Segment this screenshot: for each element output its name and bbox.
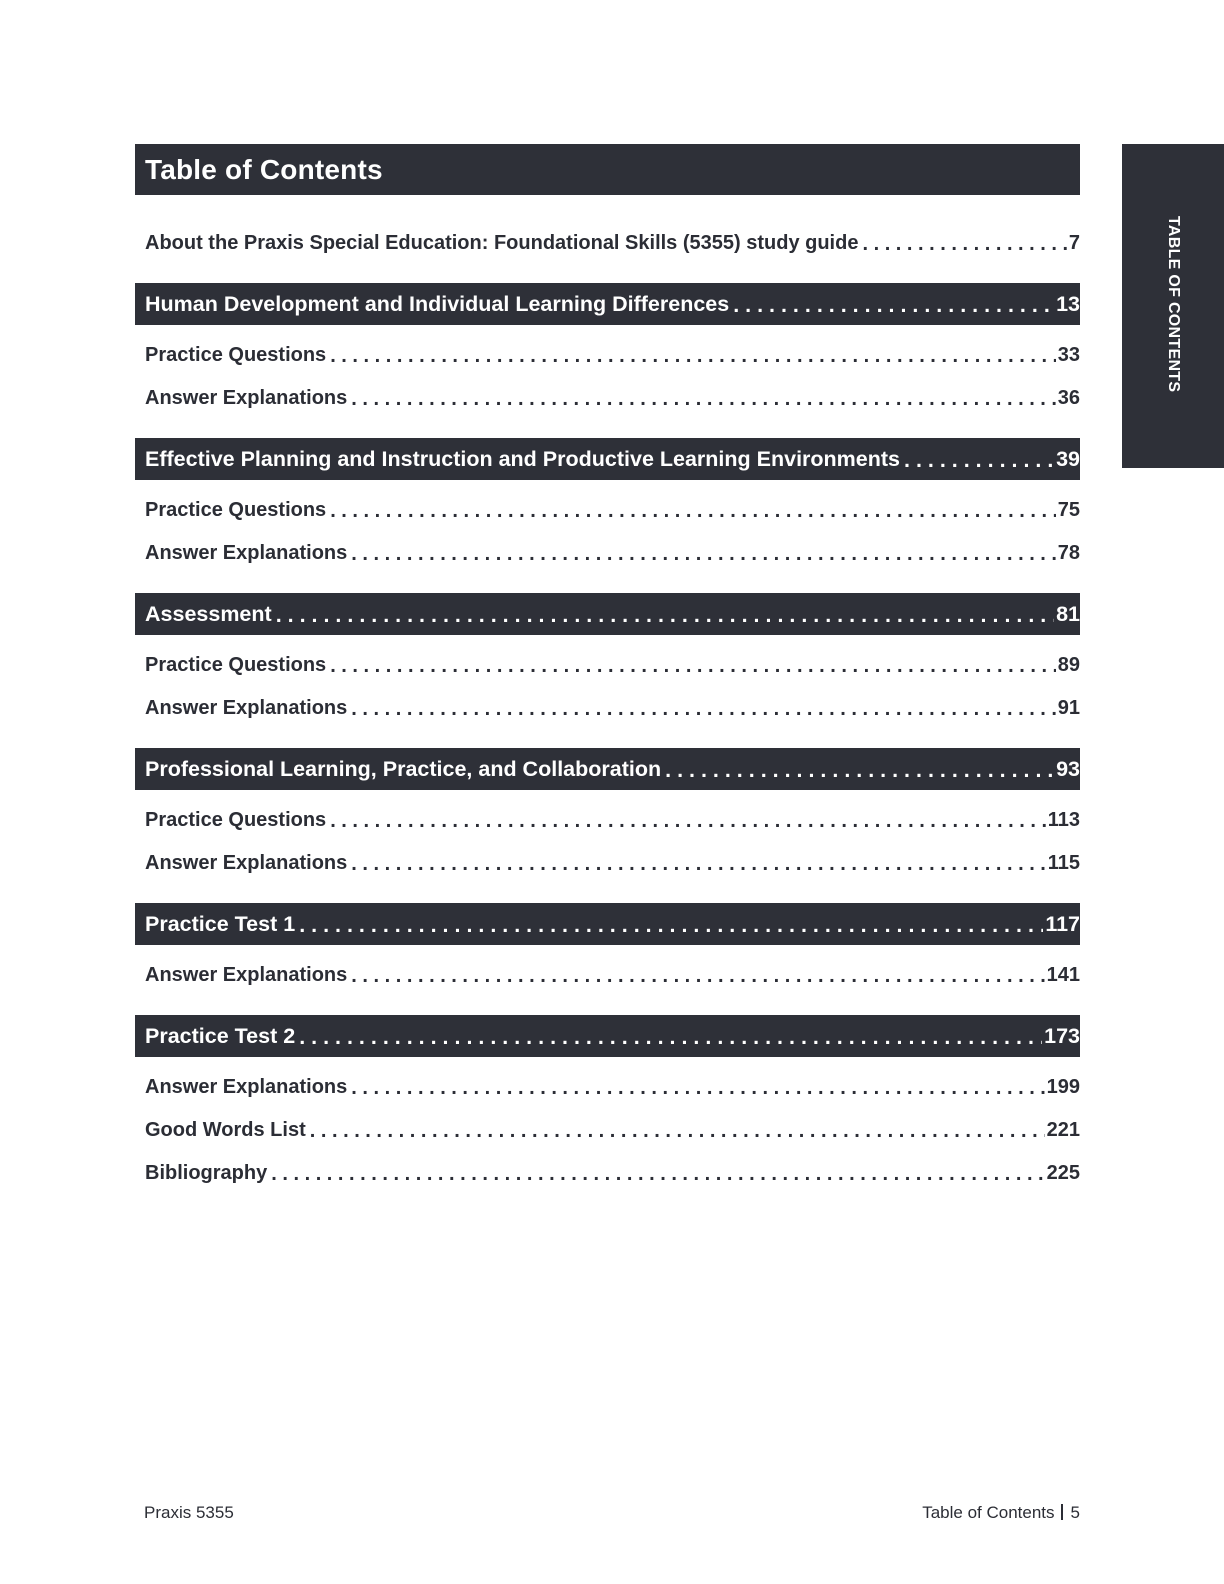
toc-entry-page: 113 xyxy=(1047,808,1080,831)
toc-entry-page: 78 xyxy=(1057,541,1080,564)
toc-entry-page: 91 xyxy=(1057,696,1080,719)
toc-leader-dots xyxy=(351,388,1055,411)
footer-section-label: Table of Contents xyxy=(922,1503,1055,1522)
toc-entry-bibliography[interactable] xyxy=(135,1152,1080,1194)
toc-section-professional-learning[interactable] xyxy=(135,748,1080,790)
toc-leader-dots xyxy=(271,1163,1044,1186)
toc-entry-answer-explanations[interactable] xyxy=(135,687,1080,729)
toc-leader-dots xyxy=(330,345,1056,368)
toc-leader-dots xyxy=(351,853,1045,876)
toc-entry-practice-questions[interactable] xyxy=(135,334,1080,376)
toc-leader-dots xyxy=(665,758,1054,783)
toc-leader-dots xyxy=(904,448,1054,473)
toc-section-practice-test-1[interactable] xyxy=(135,903,1080,945)
toc-leader-dots xyxy=(351,543,1055,566)
toc-entry-label: Answer Explanations xyxy=(145,851,348,874)
side-tab xyxy=(1122,144,1224,468)
toc-section-label: Practice Test 1 xyxy=(145,911,296,936)
toc-section-assessment[interactable] xyxy=(135,593,1080,635)
toc-entry-page: 115 xyxy=(1047,851,1080,874)
toc-leader-dots xyxy=(351,1077,1044,1100)
toc-section-human-development[interactable] xyxy=(135,283,1080,325)
page-title: Table of Contents xyxy=(145,153,383,185)
toc-leader-dots xyxy=(299,1025,1042,1050)
toc-section-page: 117 xyxy=(1045,911,1080,936)
toc-entry-label: Answer Explanations xyxy=(145,541,348,564)
toc-entry-page: 36 xyxy=(1057,386,1080,409)
toc-entry-answer-explanations[interactable] xyxy=(135,377,1080,419)
toc-entry-page: 221 xyxy=(1046,1118,1080,1141)
toc-entry-page: 141 xyxy=(1046,963,1080,986)
toc-section-page: 13 xyxy=(1056,291,1080,316)
toc-entry-label: Practice Questions xyxy=(145,498,327,521)
toc-entry-practice-questions[interactable] xyxy=(135,644,1080,686)
toc-entry-answer-explanations[interactable] xyxy=(135,954,1080,996)
toc-leader-dots xyxy=(330,655,1056,678)
toc-section-label: Professional Learning, Practice, and Collaboration xyxy=(145,756,662,781)
toc-section-effective-planning[interactable] xyxy=(135,438,1080,480)
toc-leader-dots xyxy=(862,233,1066,256)
toc-section-label: Effective Planning and Instruction and Productive Learning Environments xyxy=(145,446,900,471)
toc-entry-page: 33 xyxy=(1057,343,1080,366)
toc-section-page: 93 xyxy=(1056,756,1080,781)
toc-entry-good-words-list[interactable] xyxy=(135,1109,1080,1151)
toc-section-practice-test-2[interactable] xyxy=(135,1015,1080,1057)
footer-page-info xyxy=(922,1503,1080,1523)
toc-leader-dots xyxy=(276,603,1054,628)
toc-leader-dots xyxy=(351,965,1044,988)
toc-entry-page: 199 xyxy=(1046,1075,1080,1098)
page-title-bar xyxy=(135,144,1080,195)
toc-section-label: Assessment xyxy=(145,601,272,626)
toc-entry-label: Answer Explanations xyxy=(145,963,348,986)
toc-section-label: Human Development and Individual Learning Differences xyxy=(145,291,730,316)
toc-leader-dots xyxy=(733,293,1054,318)
toc-leader-dots xyxy=(299,913,1043,938)
toc-leader-dots xyxy=(310,1120,1045,1143)
toc-section-page: 173 xyxy=(1044,1023,1080,1048)
toc-section-page: 81 xyxy=(1056,601,1080,626)
toc-entry-page: 7 xyxy=(1068,231,1080,254)
toc-leader-dots xyxy=(330,810,1046,833)
toc-leader-dots xyxy=(351,698,1055,721)
footer-page-number: 5 xyxy=(1070,1503,1080,1522)
toc-entry-label: Practice Questions xyxy=(145,653,327,676)
toc-section-label: Practice Test 2 xyxy=(145,1023,296,1048)
toc-section-page: 39 xyxy=(1056,446,1080,471)
toc-entry-label: Answer Explanations xyxy=(145,1075,348,1098)
toc-entry-about[interactable] xyxy=(135,222,1080,264)
toc-entry-label: Answer Explanations xyxy=(145,696,348,719)
toc-entry-label: About the Praxis Special Education: Foundational Skills (5355) study guide xyxy=(145,231,859,254)
toc-entry-answer-explanations[interactable] xyxy=(135,532,1080,574)
footer-book-title: Praxis 5355 xyxy=(144,1503,234,1522)
toc-leader-dots xyxy=(330,500,1056,523)
toc-entry-page: 225 xyxy=(1046,1161,1080,1184)
toc-entry-answer-explanations[interactable] xyxy=(135,842,1080,884)
toc-entry-practice-questions[interactable] xyxy=(135,799,1080,841)
toc-entry-answer-explanations[interactable] xyxy=(135,1066,1080,1108)
toc-entry-label: Practice Questions xyxy=(145,808,327,831)
toc-entry-label: Answer Explanations xyxy=(145,386,348,409)
toc-entry-label: Bibliography xyxy=(145,1161,268,1184)
toc-entry-page: 75 xyxy=(1057,498,1080,521)
footer-separator xyxy=(1061,1504,1063,1520)
toc-entry-label: Practice Questions xyxy=(145,343,327,366)
side-tab-label: TABLE OF CONTENTS xyxy=(1165,216,1182,393)
toc-entry-practice-questions[interactable] xyxy=(135,489,1080,531)
toc-entry-label: Good Words List xyxy=(145,1118,306,1141)
toc-entry-page: 89 xyxy=(1057,653,1080,676)
